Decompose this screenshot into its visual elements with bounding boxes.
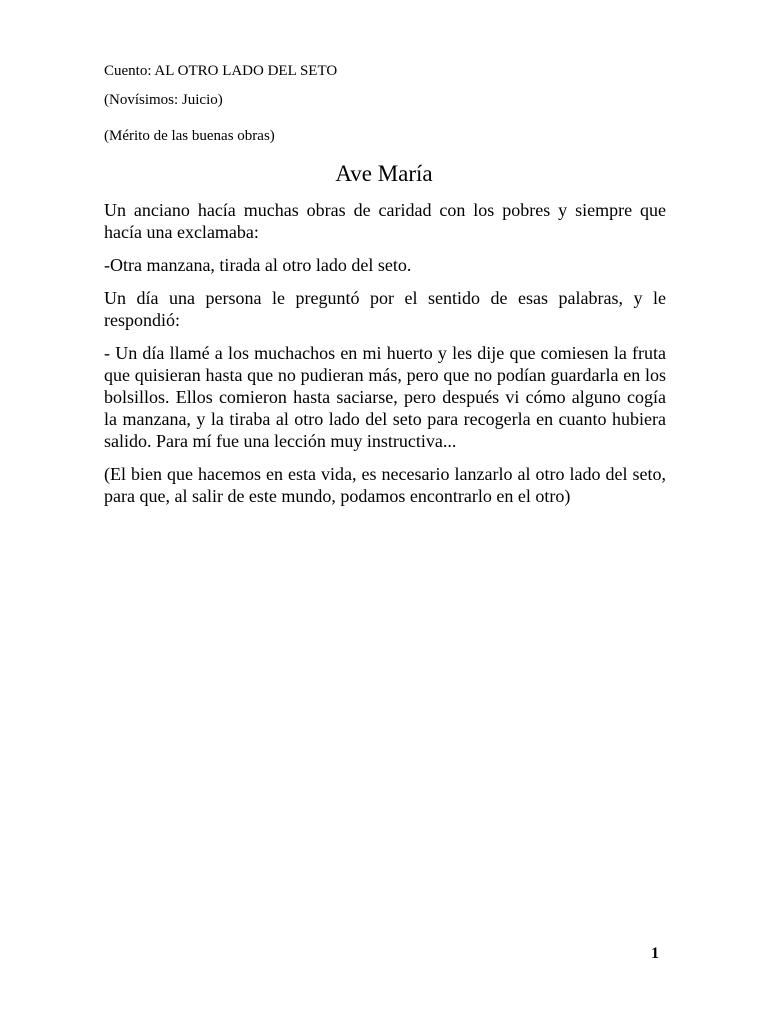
paragraph: - Un día llamé a los muchachos en mi huerto y les dije que comiesen la fruta que quisieran hasta que no pudieran más, pero que no podían guardarla en los bolsillos. Ellos comieron hasta saciarse, pero después vi cómo alguno cogía la manzana, y la tiraba al otro lado del seto para recogerla en cuanto hubiera salido. Para mí fue una lección muy instructiva... (104, 343, 666, 451)
paragraph: (El bien que hacemos en esta vida, es necesario lanzarlo al otro lado del seto, para que, al salir de este mundo, podamos encontrarlo en el otro) (104, 464, 666, 506)
page-number: 1 (651, 945, 659, 962)
theme-label: (Mérito de las buenas obras) (104, 128, 275, 144)
topic-label: (Novísimos: Juicio) (104, 92, 223, 108)
paragraph: Un día una persona le preguntó por el sentido de esas palabras, y le respondió: (104, 288, 666, 330)
paragraph: Un anciano hacía muchas obras de caridad con los pobres y siempre que hacía una exclamaba: (104, 200, 666, 242)
story-label: Cuento: AL OTRO LADO DEL SETO (104, 63, 338, 79)
paragraph: -Otra manzana, tirada al otro lado del seto. (104, 255, 412, 275)
page-title: Ave María (335, 161, 433, 186)
story-body (104, 199, 666, 518)
